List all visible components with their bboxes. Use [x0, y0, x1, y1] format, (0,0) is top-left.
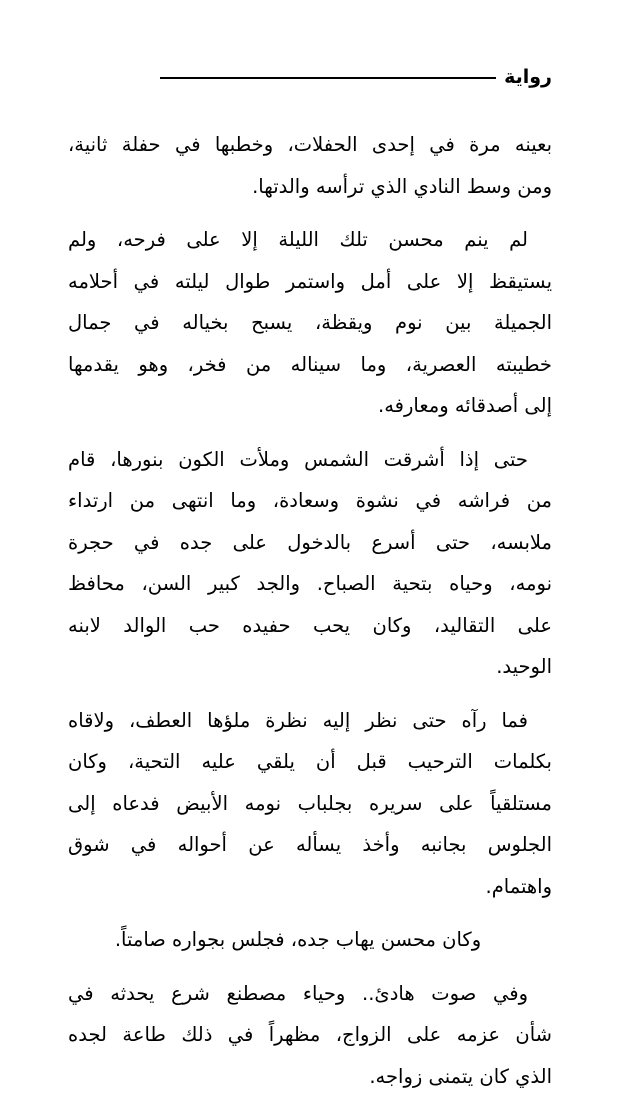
paragraph-4	[68, 700, 552, 908]
paragraph-5	[68, 919, 552, 961]
text-line: من فراشه في نشوة وسعادة، وما انتهى من ارتداء	[68, 489, 552, 512]
header-label: رواية	[504, 66, 552, 88]
text-line: بعينه مرة في إحدى الحفلات، وخطبها في حفلة ثانية،	[68, 133, 552, 156]
text-line: فما رآه حتى نظر إليه نظرة ملؤها العطف، ولاقاه	[68, 708, 528, 732]
text-line: ومن وسط النادي الذي ترأسه والدتها.	[252, 174, 552, 198]
text-line: إلى أصدقائه ومعارفه.	[378, 394, 552, 417]
text-line: على التقاليد، وكان يحب حفيده حب الوالد لابنه	[68, 613, 552, 637]
text-line: الوحيد.	[496, 655, 552, 678]
text-line: شأن عزمه على الزواج، مظهراً في ذلك طاعة لجده	[68, 1023, 552, 1046]
text-line: يستيقظ إلا على أمل واستمر طوال ليلته في أحلامه	[68, 269, 552, 293]
text-line: بكلمات الترحيب قبل أن يلقي عليه التحية، وكان	[68, 750, 552, 773]
paragraph-6	[68, 973, 552, 1098]
running-header	[160, 62, 552, 92]
text-line: الجلوس بجانبه وأخذ يسأله عن أحواله في شوق	[68, 833, 552, 856]
paragraph-1	[68, 124, 552, 207]
text-line: مستلقياً على سريره بجلباب نومه الأبيض فدعاه إلى	[68, 791, 552, 815]
paragraph-2	[68, 219, 552, 427]
text-line: خطيبته العصرية، وما سيناله من فخر، وهو يقدمها	[68, 352, 552, 376]
text-line: لم ينم محسن تلك الليلة إلا على فرحه، ولم	[68, 228, 528, 251]
text-line: وكان محسن يهاب جده، فجلس بجواره صامتاً.	[114, 928, 482, 951]
text-line: الذي كان يتمنى زواجه.	[369, 1064, 552, 1088]
text-line: وفي صوت هادئ.. وحياء مصطنع شرع يحدثه في	[68, 981, 528, 1005]
text-line: ملابسه، حتى أسرع بالدخول على جده في حجرة	[68, 530, 552, 554]
header-rule	[160, 77, 496, 79]
paragraph-3	[68, 439, 552, 688]
body-text	[68, 124, 552, 1109]
text-line: الجميلة بين نوم ويقظة، يسبح بخياله في جمال	[68, 311, 552, 334]
text-line: حتى إذا أشرقت الشمس وملأت الكون بنورها، قام	[68, 447, 528, 471]
text-line: نومه، وحياه بتحية الصباح. والجد كبير السن، محافظ	[68, 572, 552, 595]
text-line: واهتمام.	[485, 874, 552, 898]
